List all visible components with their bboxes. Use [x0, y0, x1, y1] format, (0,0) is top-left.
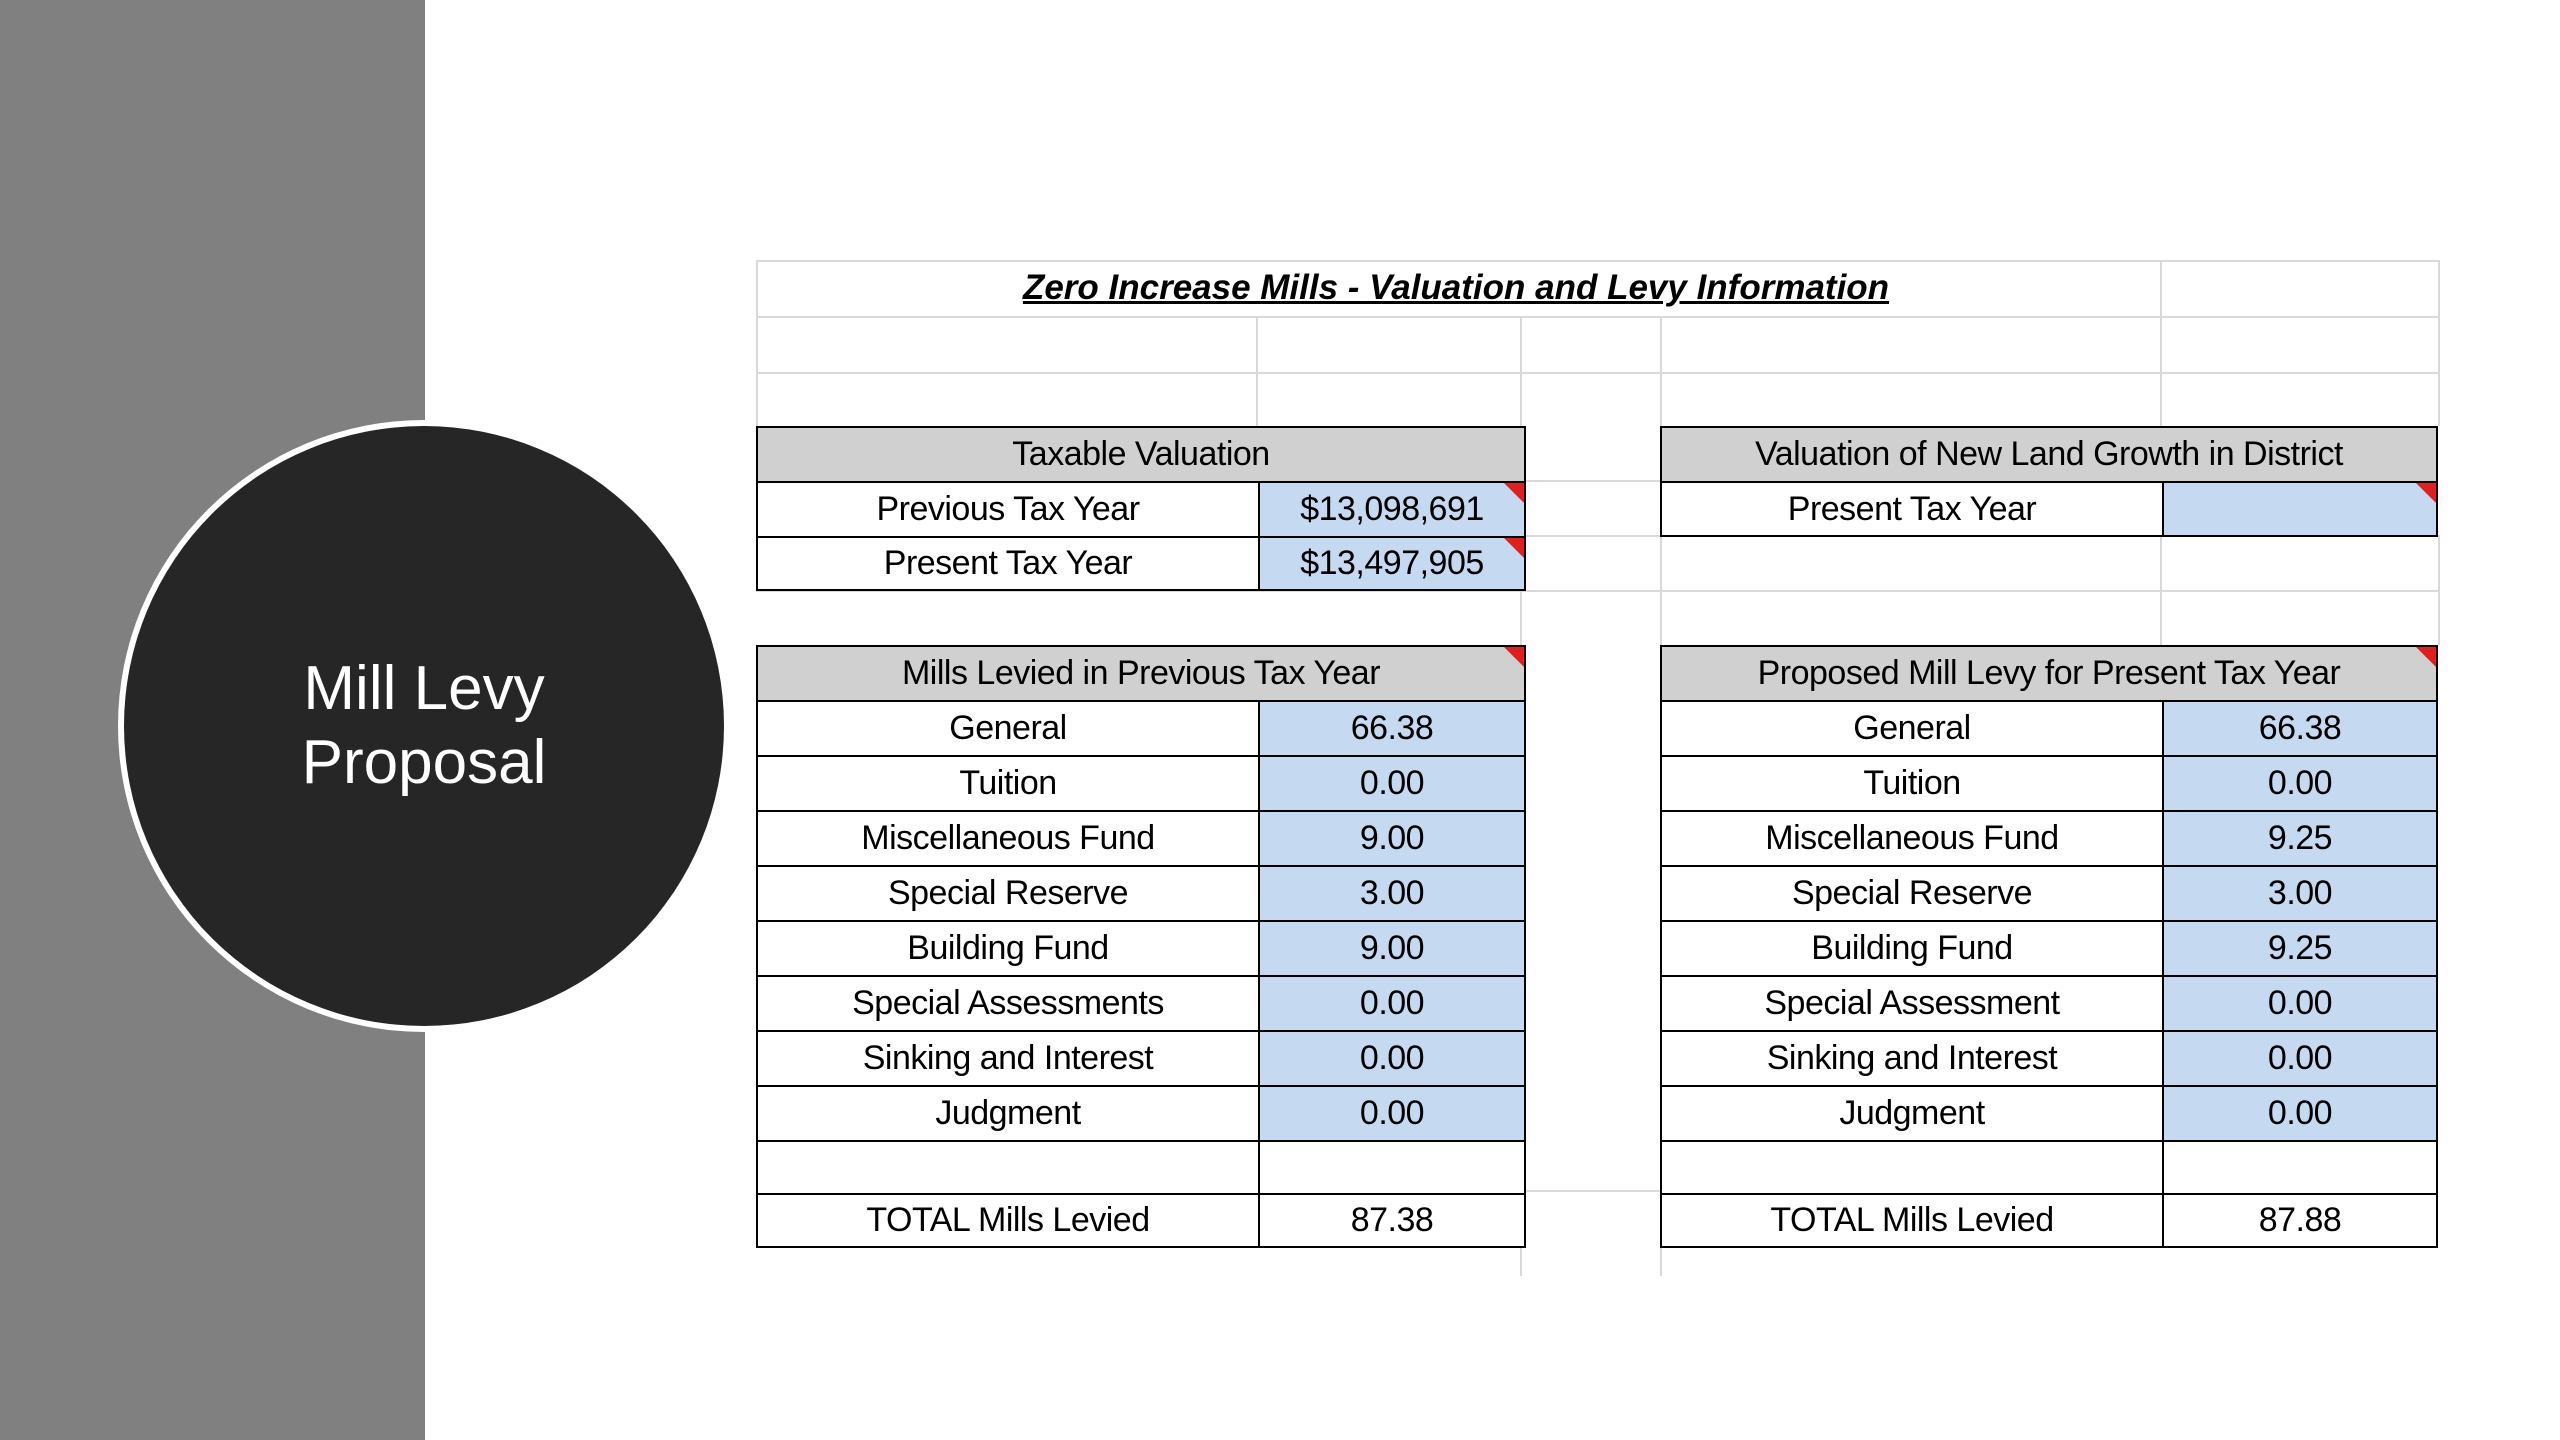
- table-border: [2162, 483, 2164, 535]
- taxable-row-value: $13,098,691: [1260, 483, 1524, 536]
- comment-flag-icon: [1504, 483, 1524, 503]
- comment-flag-icon: [2416, 483, 2436, 503]
- mills-previous-label: Judgment: [935, 1094, 1081, 1132]
- mills-previous-value: 9.00: [1260, 922, 1524, 975]
- comment-flag-icon: [2416, 647, 2436, 667]
- mills-proposed-value: 9.25: [2164, 812, 2436, 865]
- land-growth-row-value: [2164, 483, 2436, 535]
- mills-previous-label: Sinking and Interest: [862, 1039, 1154, 1077]
- slide-title: Mill Levy Proposal: [301, 654, 547, 797]
- mills-proposed-value: 0.00: [2164, 757, 2436, 810]
- mills-previous-table: [756, 645, 1526, 1248]
- taxable-valuation-header: Taxable Valuation: [758, 428, 1524, 481]
- comment-flag-icon: [1504, 538, 1524, 558]
- mills-previous-value: 0.00: [1260, 977, 1524, 1030]
- mills-previous-value: 3.00: [1260, 867, 1524, 920]
- mills-proposed-total-value: 87.88: [2258, 1201, 2342, 1239]
- gridline: [756, 316, 2440, 318]
- table-border: [758, 1140, 1524, 1142]
- mills-previous-label: General: [949, 709, 1067, 747]
- mills-previous-value: 0.00: [1260, 757, 1524, 810]
- land-growth-row-label: Present Tax Year: [1787, 489, 2037, 528]
- taxable-row-label: Present Tax Year: [883, 544, 1133, 582]
- table-border: [1258, 483, 1260, 589]
- mills-previous-label: Building Fund: [907, 929, 1109, 967]
- mills-previous-value: 0.00: [1260, 1032, 1524, 1085]
- mills-proposed-value: 0.00: [2164, 1087, 2436, 1140]
- gridline: [2438, 260, 2440, 426]
- mills-proposed-label: Tuition: [1863, 764, 1961, 802]
- mills-proposed-value: 0.00: [2164, 977, 2436, 1030]
- mills-previous-value: 66.38: [1260, 702, 1524, 755]
- mills-proposed-label: General: [1853, 709, 1971, 747]
- mills-proposed-value: 66.38: [2164, 702, 2436, 755]
- mills-previous-value: 0.00: [1260, 1087, 1524, 1140]
- mills-previous-label: Special Assessments: [852, 984, 1164, 1022]
- mills-previous-total-label: TOTAL Mills Levied: [866, 1201, 1150, 1239]
- mills-previous-total-value: 87.38: [1350, 1201, 1434, 1239]
- mills-proposed-label: Building Fund: [1811, 929, 2013, 967]
- mills-previous-label: Miscellaneous Fund: [861, 819, 1155, 857]
- mills-proposed-header: Proposed Mill Levy for Present Tax Year: [1662, 647, 2436, 700]
- mills-proposed-total-label: TOTAL Mills Levied: [1770, 1201, 2054, 1239]
- gridline: [1520, 1190, 1660, 1192]
- land-growth-header: Valuation of New Land Growth in District: [1662, 428, 2436, 481]
- taxable-valuation-table: [756, 426, 1526, 591]
- gridline: [2438, 535, 2440, 645]
- mills-proposed-label: Sinking and Interest: [1766, 1039, 2058, 1077]
- table-border: [1662, 1140, 2436, 1142]
- mills-previous-header: Mills Levied in Previous Tax Year: [758, 647, 1524, 700]
- gridline: [2160, 535, 2162, 645]
- mills-proposed-label: Special Assessment: [1764, 984, 2060, 1022]
- taxable-row-value: $13,497,905: [1260, 538, 1524, 589]
- sheet-title: Zero Increase Mills - Valuation and Levy Information: [1022, 268, 1890, 307]
- gridline: [1520, 480, 1660, 482]
- mills-proposed-label: Judgment: [1839, 1094, 1985, 1132]
- gridline: [2160, 260, 2162, 426]
- land-growth-table: [1660, 426, 2438, 537]
- gridline: [1256, 316, 1258, 426]
- mills-previous-value: 9.00: [1260, 812, 1524, 865]
- taxable-row-label: Previous Tax Year: [876, 490, 1140, 528]
- mills-proposed-value: 3.00: [2164, 867, 2436, 920]
- comment-flag-icon: [1504, 647, 1524, 667]
- mills-proposed-label: Miscellaneous Fund: [1765, 819, 2059, 857]
- mills-proposed-label: Special Reserve: [1791, 874, 2033, 912]
- gridline: [756, 372, 2440, 374]
- mills-previous-label: Tuition: [959, 764, 1057, 802]
- mills-proposed-table: [1660, 645, 2438, 1248]
- mills-proposed-value: 9.25: [2164, 922, 2436, 975]
- mills-previous-label: Special Reserve: [887, 874, 1129, 912]
- mills-proposed-value: 0.00: [2164, 1032, 2436, 1085]
